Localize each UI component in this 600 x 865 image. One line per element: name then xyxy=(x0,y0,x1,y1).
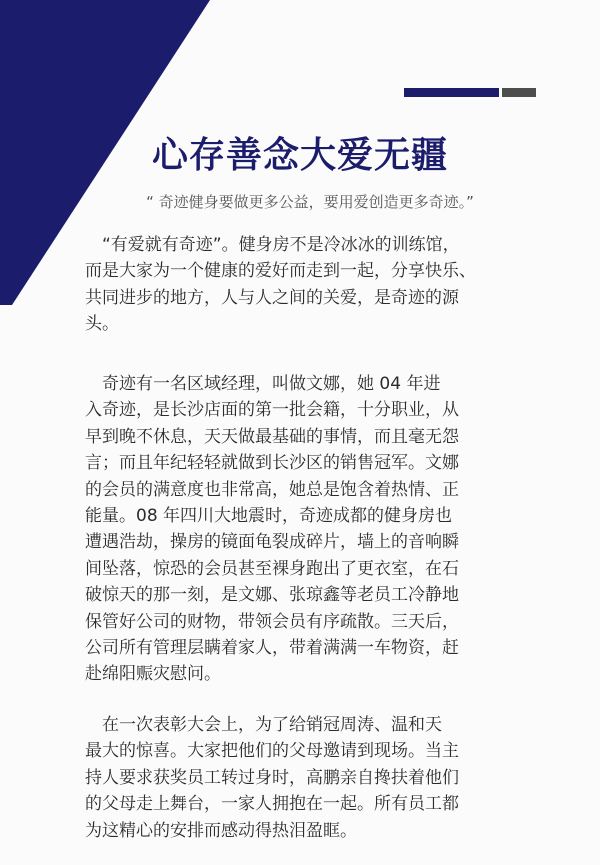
paragraph-line: 遭遇浩劫，操房的镜面龟裂成碎片，墙上的音响瞬 xyxy=(85,532,459,553)
paragraph-line: 最大的惊喜。大家把他们的父母邀请到现场。当主 xyxy=(85,741,459,762)
accent-bar-gray xyxy=(502,88,536,97)
paragraph-line: 的会员的满意度也非常高，她总是饱含着热情、正 xyxy=(85,479,459,500)
paragraph-line: 破惊天的那一刻，是文娜、张琼鑫等老员工冷静地 xyxy=(85,585,459,606)
paragraph-line: 奇迹有一名区域经理，叫做文娜，她 04 年进 xyxy=(85,374,441,394)
paragraph-line: 头。 xyxy=(85,314,119,335)
paragraph-line: 入奇迹，是长沙店面的第一批会籍，十分职业，从 xyxy=(85,400,459,421)
article-paragraph-3 xyxy=(85,712,523,844)
paragraph-line: 言；而且年纪轻轻就做到长沙区的销售冠军。文娜 xyxy=(85,453,459,474)
page-title: 心存善念大爱无疆 xyxy=(151,134,448,176)
paragraph-line: “有爱就有奇迹”。健身房不是冷冰冰的训练馆， xyxy=(85,235,460,255)
header-accent-bars xyxy=(404,88,536,97)
paragraph-line: 而是大家为一个健康的爱好而走到一起，分享快乐、 xyxy=(85,261,476,282)
paragraph-line: 早到晚不休息，天天做最基础的事情，而且毫无怨 xyxy=(85,426,459,447)
paragraph-line: 赴绵阳赈灾慰问。 xyxy=(85,664,221,685)
paragraph-line: 能量。08 年四川大地震时，奇迹成都的健身房也 xyxy=(85,506,453,527)
paragraph-line: 保管好公司的财物，带领会员有序疏散。三天后， xyxy=(85,611,459,632)
article-paragraph-2 xyxy=(85,371,523,688)
subtitle-quote: “ 奇迹健身要做更多公益，要用爱创造更多奇迹。” xyxy=(146,193,474,211)
paragraph-line: 持人要求获奖员工转过身时，高鹏亲自搀扶着他们 xyxy=(85,767,459,788)
paragraph-line: 在一次表彰大会上，为了给销冠周涛、温和天 xyxy=(85,715,442,735)
paragraph-line: 的父母走上舞台，一家人拥抱在一起。所有员工都 xyxy=(85,794,459,815)
paragraph-line: 共同进步的地方，人与人之间的关爱，是奇迹的源 xyxy=(85,287,459,308)
accent-bar-navy xyxy=(404,88,499,97)
article-paragraph-1 xyxy=(85,232,523,338)
paragraph-line: 公司所有管理层瞒着家人，带着满满一车物资，赶 xyxy=(85,638,459,659)
paragraph-line: 为这精心的安排而感动得热泪盈眶。 xyxy=(85,820,357,841)
paragraph-line: 间坠落，惊恐的会员甚至裸身跑出了更衣室，在石 xyxy=(85,558,459,579)
